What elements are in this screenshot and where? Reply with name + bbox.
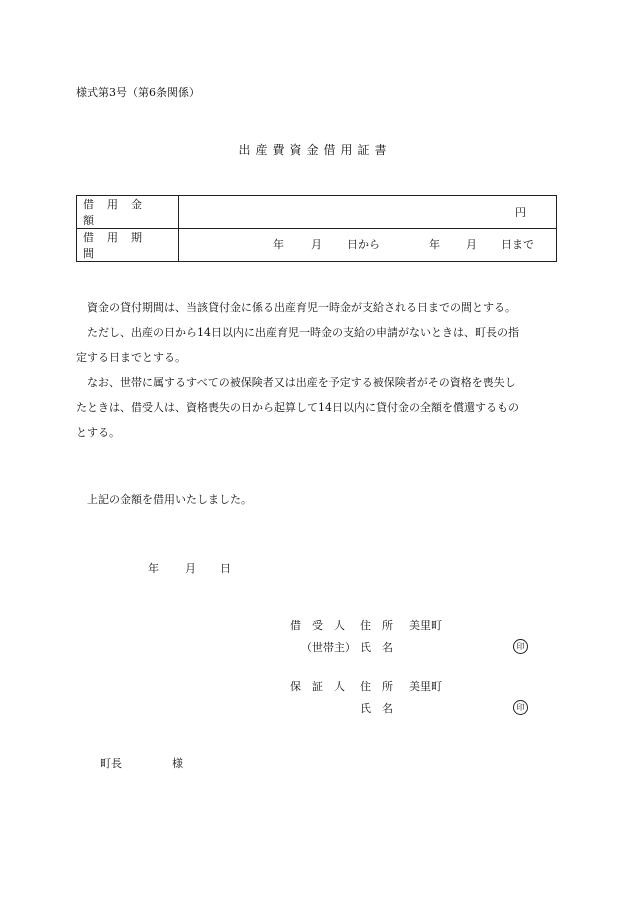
date-month: 月 [185,562,196,575]
guarantor-seal-mark: 印 [513,700,528,715]
period-label: 借用期間 [77,229,179,262]
addressee-mayor: 町長 [100,757,122,770]
amount-field [179,196,557,229]
document-title: 出産費資金借用証書 [238,143,392,157]
terms-line: なお、世帯に属するすべての被保険者又は出産を予定する被保険者がその資格を喪失し [87,376,516,389]
guarantor-address-label: 住 所 [360,680,393,693]
terms-line: とする。 [76,426,120,439]
terms-line: たときは、借受人は、資格喪失の日から起算して14日以内に貸付金の全額を償還するもの [76,401,519,414]
borrower-role: 借 受 人 [290,619,345,632]
terms-line: 資金の貸付期間は、当該貸付金に係る出産育児一時金が支給される日までの間とする。 [87,301,516,314]
loan-table [76,195,557,262]
period-row [77,229,557,262]
addressee-honorific: 様 [172,757,183,770]
borrowing-statement: 上記の金額を借用いたしました。 [87,493,252,506]
amount-row [77,196,557,229]
terms-paragraph [76,295,519,445]
terms-line: ただし、出産の日から14日以内に出産育児一時金の支給の申請がないときは、町長の指 [87,326,519,339]
borrower-household-head: （世帯主） [301,641,356,654]
guarantor-name-label: 氏 名 [360,702,393,715]
date-day: 日 [220,562,231,575]
borrower-address-label: 住 所 [360,619,393,632]
borrower-address-value: 美里町 [409,619,442,632]
borrower-seal-mark: 印 [513,639,528,654]
form-number: 様式第3号（第6条関係） [76,86,200,99]
period-field [179,229,557,262]
period-to-year: 年 [429,238,440,251]
guarantor-role: 保 証 人 [290,680,345,693]
date-year: 年 [148,562,159,575]
terms-line: 定する日までとする。 [76,351,186,364]
amount-unit: 円 [515,206,526,219]
period-to-day: 日まで [501,238,534,251]
amount-label: 借用金額 [77,196,179,229]
period-from-month: 月 [311,238,322,251]
guarantor-address-value: 美里町 [409,680,442,693]
period-from-year: 年 [273,238,284,251]
period-from-day: 日から [347,238,380,251]
borrower-name-label: 氏 名 [360,641,393,654]
period-to-month: 月 [466,238,477,251]
